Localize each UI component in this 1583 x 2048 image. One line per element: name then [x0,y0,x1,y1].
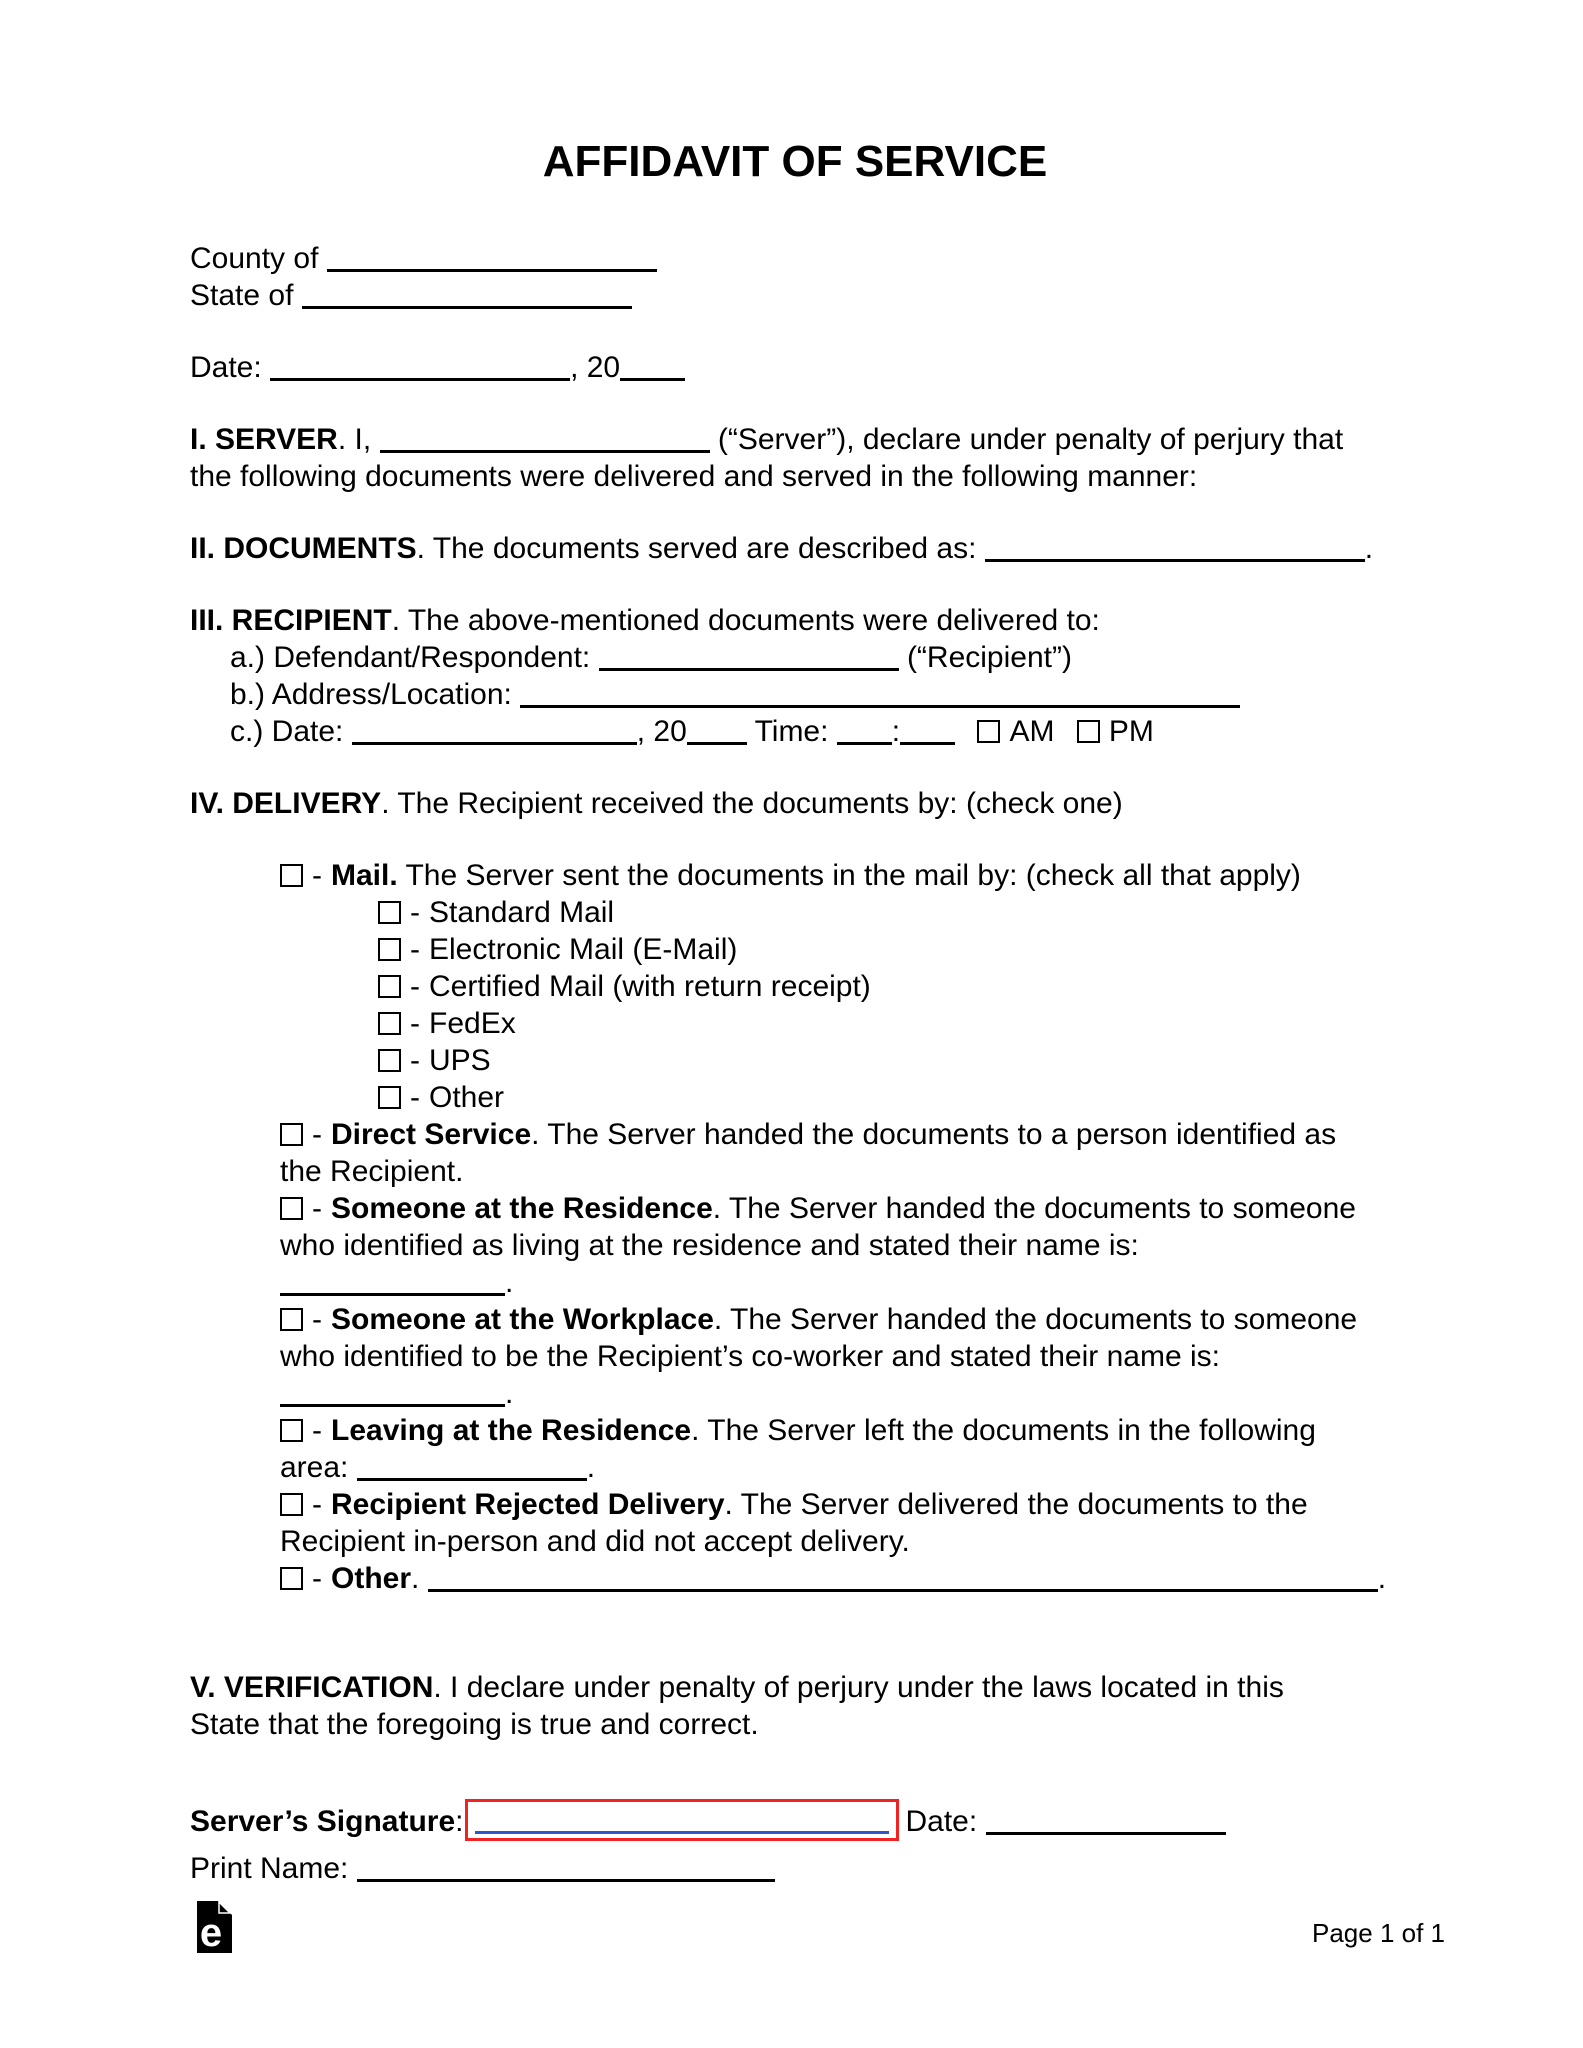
state-line [190,277,1400,314]
mail-option-email [378,931,1400,968]
date-input[interactable] [270,378,570,381]
recipient-item-c [230,713,1400,750]
someone-residence-label: Someone at the Residence [331,1192,713,1225]
workplace-person-name-input[interactable] [280,1404,505,1407]
pm-checkbox[interactable] [1077,720,1100,743]
standard-mail-label: Standard Mail [429,896,615,929]
option-dash: - [410,1081,420,1114]
delivery-option-other [280,1560,1400,1597]
signature-label: Server’s Signature [190,1805,456,1838]
mail-checkbox[interactable] [280,864,303,887]
ups-label: UPS [429,1044,491,1077]
documents-period: . [1364,532,1374,565]
fedex-label: FedEx [429,1007,516,1040]
other-delivery-dot: . [411,1562,420,1595]
option-dash: - [312,1488,322,1521]
residence-name-period: . [505,1266,514,1299]
state-label: State of [190,279,294,312]
print-name-input[interactable] [357,1879,775,1882]
delivery-heading-line [190,785,1400,822]
server-name-input[interactable] [380,450,710,453]
someone-workplace-text: . The Server handed the documents to someone [713,1303,1358,1336]
leaving-residence-text: . The Server left the documents in the following [691,1414,1316,1447]
mail-option-standard [378,894,1400,931]
server-signature-field[interactable] [465,1799,899,1841]
recipient-heading: III. RECIPIENT [190,604,392,637]
someone-residence-name-line [280,1264,1400,1301]
option-dash: - [410,970,420,1003]
direct-service-checkbox[interactable] [280,1123,303,1146]
mail-option-other [378,1079,1400,1116]
county-input[interactable] [327,269,657,272]
documents-text: . The documents served are described as: [416,532,977,565]
mail-option-ups [378,1042,1400,1079]
option-dash: - [312,1414,322,1447]
mail-label: Mail. [331,859,398,892]
delivery-option-direct-service [280,1116,1400,1153]
option-dash: - [312,1118,322,1151]
document-fold-icon [197,1901,233,1953]
certified-mail-checkbox[interactable] [378,975,401,998]
delivery-option-someone-workplace [280,1301,1400,1338]
certified-mail-label: Certified Mail (with return receipt) [429,970,871,1003]
rejected-delivery-checkbox[interactable] [280,1493,303,1516]
mail-dash: - [312,859,322,892]
workplace-name-period: . [505,1377,514,1410]
logo-letter: e [199,1911,223,1953]
time-minute-input[interactable] [900,742,955,745]
delivery-heading: IV. DELIVERY [190,787,382,820]
someone-residence-text-line2: who identified as living at the residence and stated their name is: [280,1229,1139,1262]
other-delivery-checkbox[interactable] [280,1567,303,1590]
direct-service-label: Direct Service [331,1118,532,1151]
page-number: Page 1 of 1 [1312,1918,1445,1948]
time-hour-input[interactable] [837,742,892,745]
service-date-label: c.) Date: [230,715,344,748]
someone-workplace-name-line [280,1375,1400,1412]
option-dash: - [312,1192,322,1225]
other-delivery-label: Other [331,1562,412,1595]
delivery-text: . The Recipient received the documents by: (check one) [381,787,1123,820]
am-checkbox[interactable] [977,720,1000,743]
leaving-residence-checkbox[interactable] [280,1419,303,1442]
area-label: area: [280,1451,349,1484]
area-period: . [586,1451,596,1484]
delivery-option-leaving-residence [280,1412,1400,1449]
option-dash: - [410,1044,420,1077]
server-text: (“Server”), declare under penalty of perjury that [717,423,1344,456]
mail-option-fedex [378,1005,1400,1042]
service-year-prefix: , 20 [636,715,687,748]
option-dash: - [410,896,420,929]
time-label: Time: [754,715,829,748]
server-lead: . I, [337,423,372,456]
date-year-input[interactable] [620,378,685,381]
state-input[interactable] [302,306,632,309]
recipient-text: . The above-mentioned documents were delivered to: [391,604,1100,637]
date-year-prefix: , 20 [570,351,621,384]
someone-residence-checkbox[interactable] [280,1197,303,1220]
signature-colon: : [455,1805,464,1838]
verification-heading: V. VERIFICATION [190,1671,434,1704]
direct-service-text: . The Server handed the documents to a person identified as [531,1118,1337,1151]
rejected-delivery-text: . The Server delivered the documents to the [724,1488,1308,1521]
section-recipient [190,602,1400,750]
section-server [190,421,1400,495]
address-label: b.) Address/Location: [230,678,512,711]
recipient-item-a [230,639,1400,676]
mail-option-certified [378,968,1400,1005]
other-delivery-period: . [1377,1562,1387,1595]
other-delivery-input[interactable] [428,1589,1378,1592]
leaving-residence-label: Leaving at the Residence [331,1414,692,1447]
delivery-option-mail [280,857,1400,894]
recipient-item-b [230,676,1400,713]
page-title: AFFIDAVIT OF SERVICE [542,137,1048,186]
print-name-label: Print Name: [190,1852,349,1885]
county-label: County of [190,242,319,275]
residence-person-name-input[interactable] [280,1293,505,1296]
pm-label: PM [1108,715,1154,748]
delivery-option-rejected [280,1486,1400,1523]
electronic-mail-label: Electronic Mail (E-Mail) [429,933,738,966]
address-input[interactable] [520,705,1240,708]
service-year-input[interactable] [687,742,747,745]
date-label: Date: [190,351,262,384]
verification-text: . I declare under penalty of perjury under the laws located in this [433,1671,1284,1704]
option-dash: - [312,1562,322,1595]
verification-text-line2: State that the foregoing is true and correct. [190,1708,759,1741]
signature-date-label: Date: [905,1805,978,1838]
signature-row [190,1789,1400,1840]
other-mail-checkbox[interactable] [378,1086,401,1109]
eforms-logo [197,1901,233,1953]
defendant-name-input[interactable] [599,668,899,671]
rejected-delivery-text-line2: Recipient in-person and did not accept delivery. [280,1525,910,1558]
someone-residence-text: . The Server handed the documents to someone [712,1192,1356,1225]
server-text-line2: the following documents were delivered and served in the following manner: [190,460,1198,493]
option-dash: - [410,1007,420,1040]
leaving-area-input[interactable] [357,1478,587,1481]
section-verification [190,1669,1400,1743]
option-dash: - [312,1303,322,1336]
documents-heading: II. DOCUMENTS [190,532,417,565]
someone-workplace-text-line2: who identified to be the Recipient’s co-worker and stated their name is: [280,1340,1220,1373]
defendant-label: a.) Defendant/Respondent: [230,641,591,674]
standard-mail-checkbox[interactable] [378,901,401,924]
signature-date-input[interactable] [986,1832,1226,1835]
am-label: AM [1009,715,1055,748]
documents-description-input[interactable] [985,559,1365,562]
print-name-line [190,1850,1400,1887]
direct-service-text-line2: the Recipient. [280,1155,464,1188]
option-dash: - [410,933,420,966]
service-date-input[interactable] [352,742,637,745]
electronic-mail-checkbox[interactable] [378,938,401,961]
server-heading: I. SERVER [190,423,338,456]
rejected-delivery-label: Recipient Rejected Delivery [331,1488,725,1521]
county-line [190,240,1400,277]
delivery-option-someone-residence [280,1190,1400,1227]
recipient-suffix: (“Recipient”) [906,641,1072,674]
mail-text: The Server sent the documents in the mail by: (check all that apply) [405,859,1301,892]
ups-checkbox[interactable] [378,1049,401,1072]
signature-line [475,1831,889,1834]
leaving-residence-area-line [280,1449,1400,1486]
someone-workplace-label: Someone at the Workplace [331,1303,714,1336]
someone-workplace-checkbox[interactable] [280,1308,303,1331]
other-mail-label: Other [429,1081,505,1114]
time-colon: : [891,715,901,748]
section-documents [190,530,1400,567]
fedex-checkbox[interactable] [378,1012,401,1035]
date-line [190,349,1400,386]
